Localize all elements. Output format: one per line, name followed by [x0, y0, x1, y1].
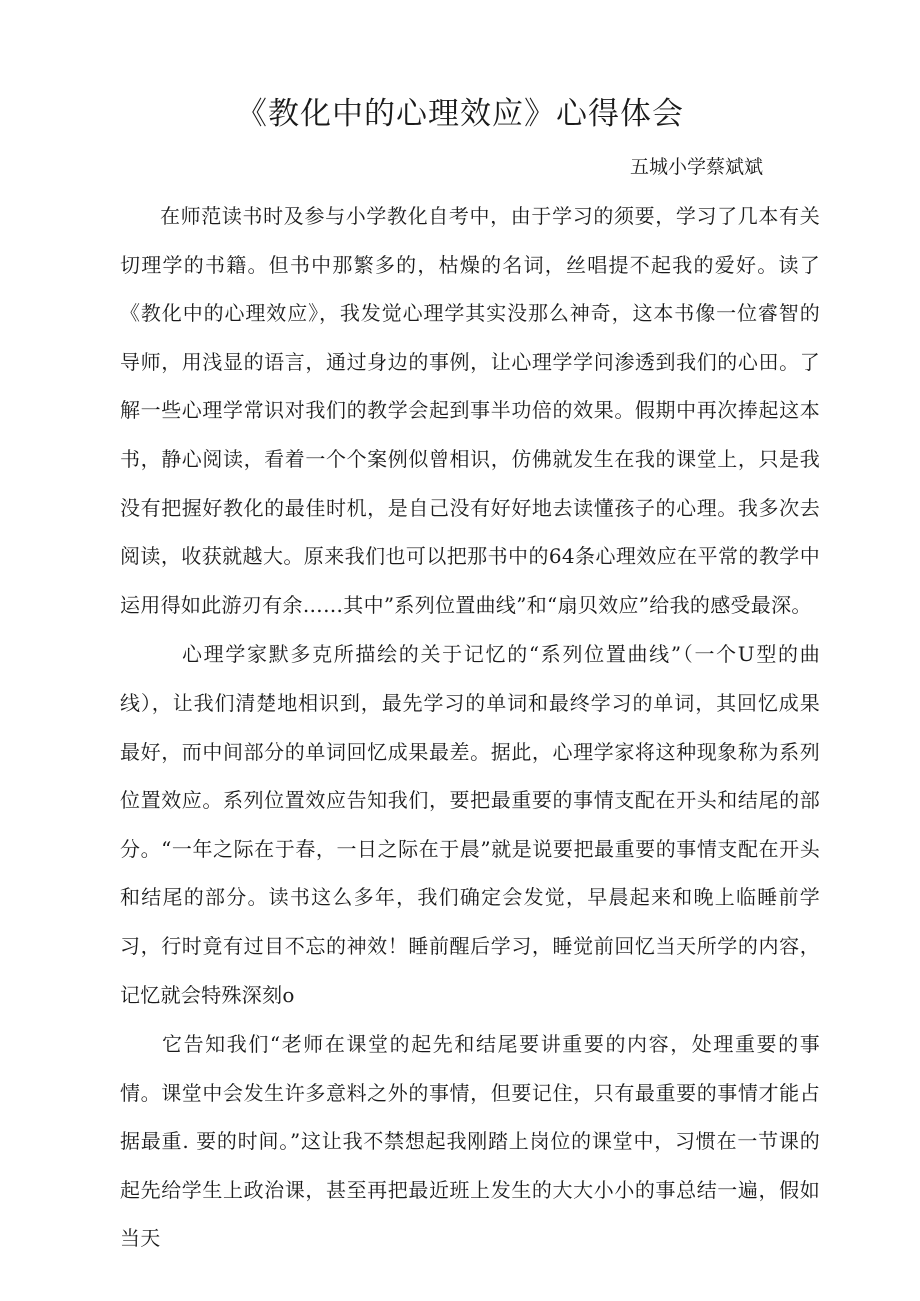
document-body — [120, 192, 820, 1263]
document-author: 五城小学蔡斌斌 — [630, 156, 764, 178]
paragraph: 在师范读书时及参与小学教化自考中，由于学习的须要，学习了几本有关切理学的书籍。但书中那繁多的，枯燥的名词，丝唱提不起我的爱好。读了《教化中的心理效应》，我发觉心理学其实没那么神奇，这本书像一位睿智的导师，用浅显的语言，通过身边的事例，让心理学学问渗透到我们的心田。了解一些心理学常识对我们的教学会起到事半功倍的效果。假期中再次捧起这本书，静心阅读，看着一个个案例似曾相识，仿佛就发生在我的课堂上，只是我没有把握好教化的最佳时机，是自己没有好好地去读懂孩子的心理。我多次去阅读，收获就越大。原来我们也可以把那书中的64条心理效应在平常的教学中运用得如此游刃有余……其中”系列位置曲线”和“扇贝效应”给我的感受最深。 — [120, 204, 820, 617]
paragraph: 心理学家默多克所描绘的关于记忆的“系列位置曲线”（一个U型的曲线），让我们清楚地相识到，最先学习的单词和最终学习的单词，其回忆成果最好，而中间部分的单词回忆成果最差。据此，心理学家将这种现象称为系列位置效应。系列位置效应告知我们，要把最重要的事情支配在开头和结尾的部分。“一年之际在于春，一日之际在于晨”就是说要把最重要的事情支配在开头和结尾的部分。读书这么多年，我们确定会发觉，早晨起来和晚上临睡前学习，行时竟有过目不忘的神效！睡前醒后学习，睡觉前回忆当天所学的内容，记忆就会特殊深刻o — [120, 642, 820, 1007]
paragraph: 它告知我们“老师在课堂的起先和结尾要讲重要的内容，处理重要的事情。课堂中会发生许多意料之外的事情，但要记住，只有最重要的事情才能占据最重. 要的时间。”这让我不禁想起我刚踏上岗位的课堂中，习惯在一节课的起先给学生上政治课，甚至再把最近班上发生的大大小小的事总结一遍，假如当天 — [120, 1032, 820, 1251]
document-title: 《教化中的心理效应》心得体会 — [236, 96, 684, 132]
